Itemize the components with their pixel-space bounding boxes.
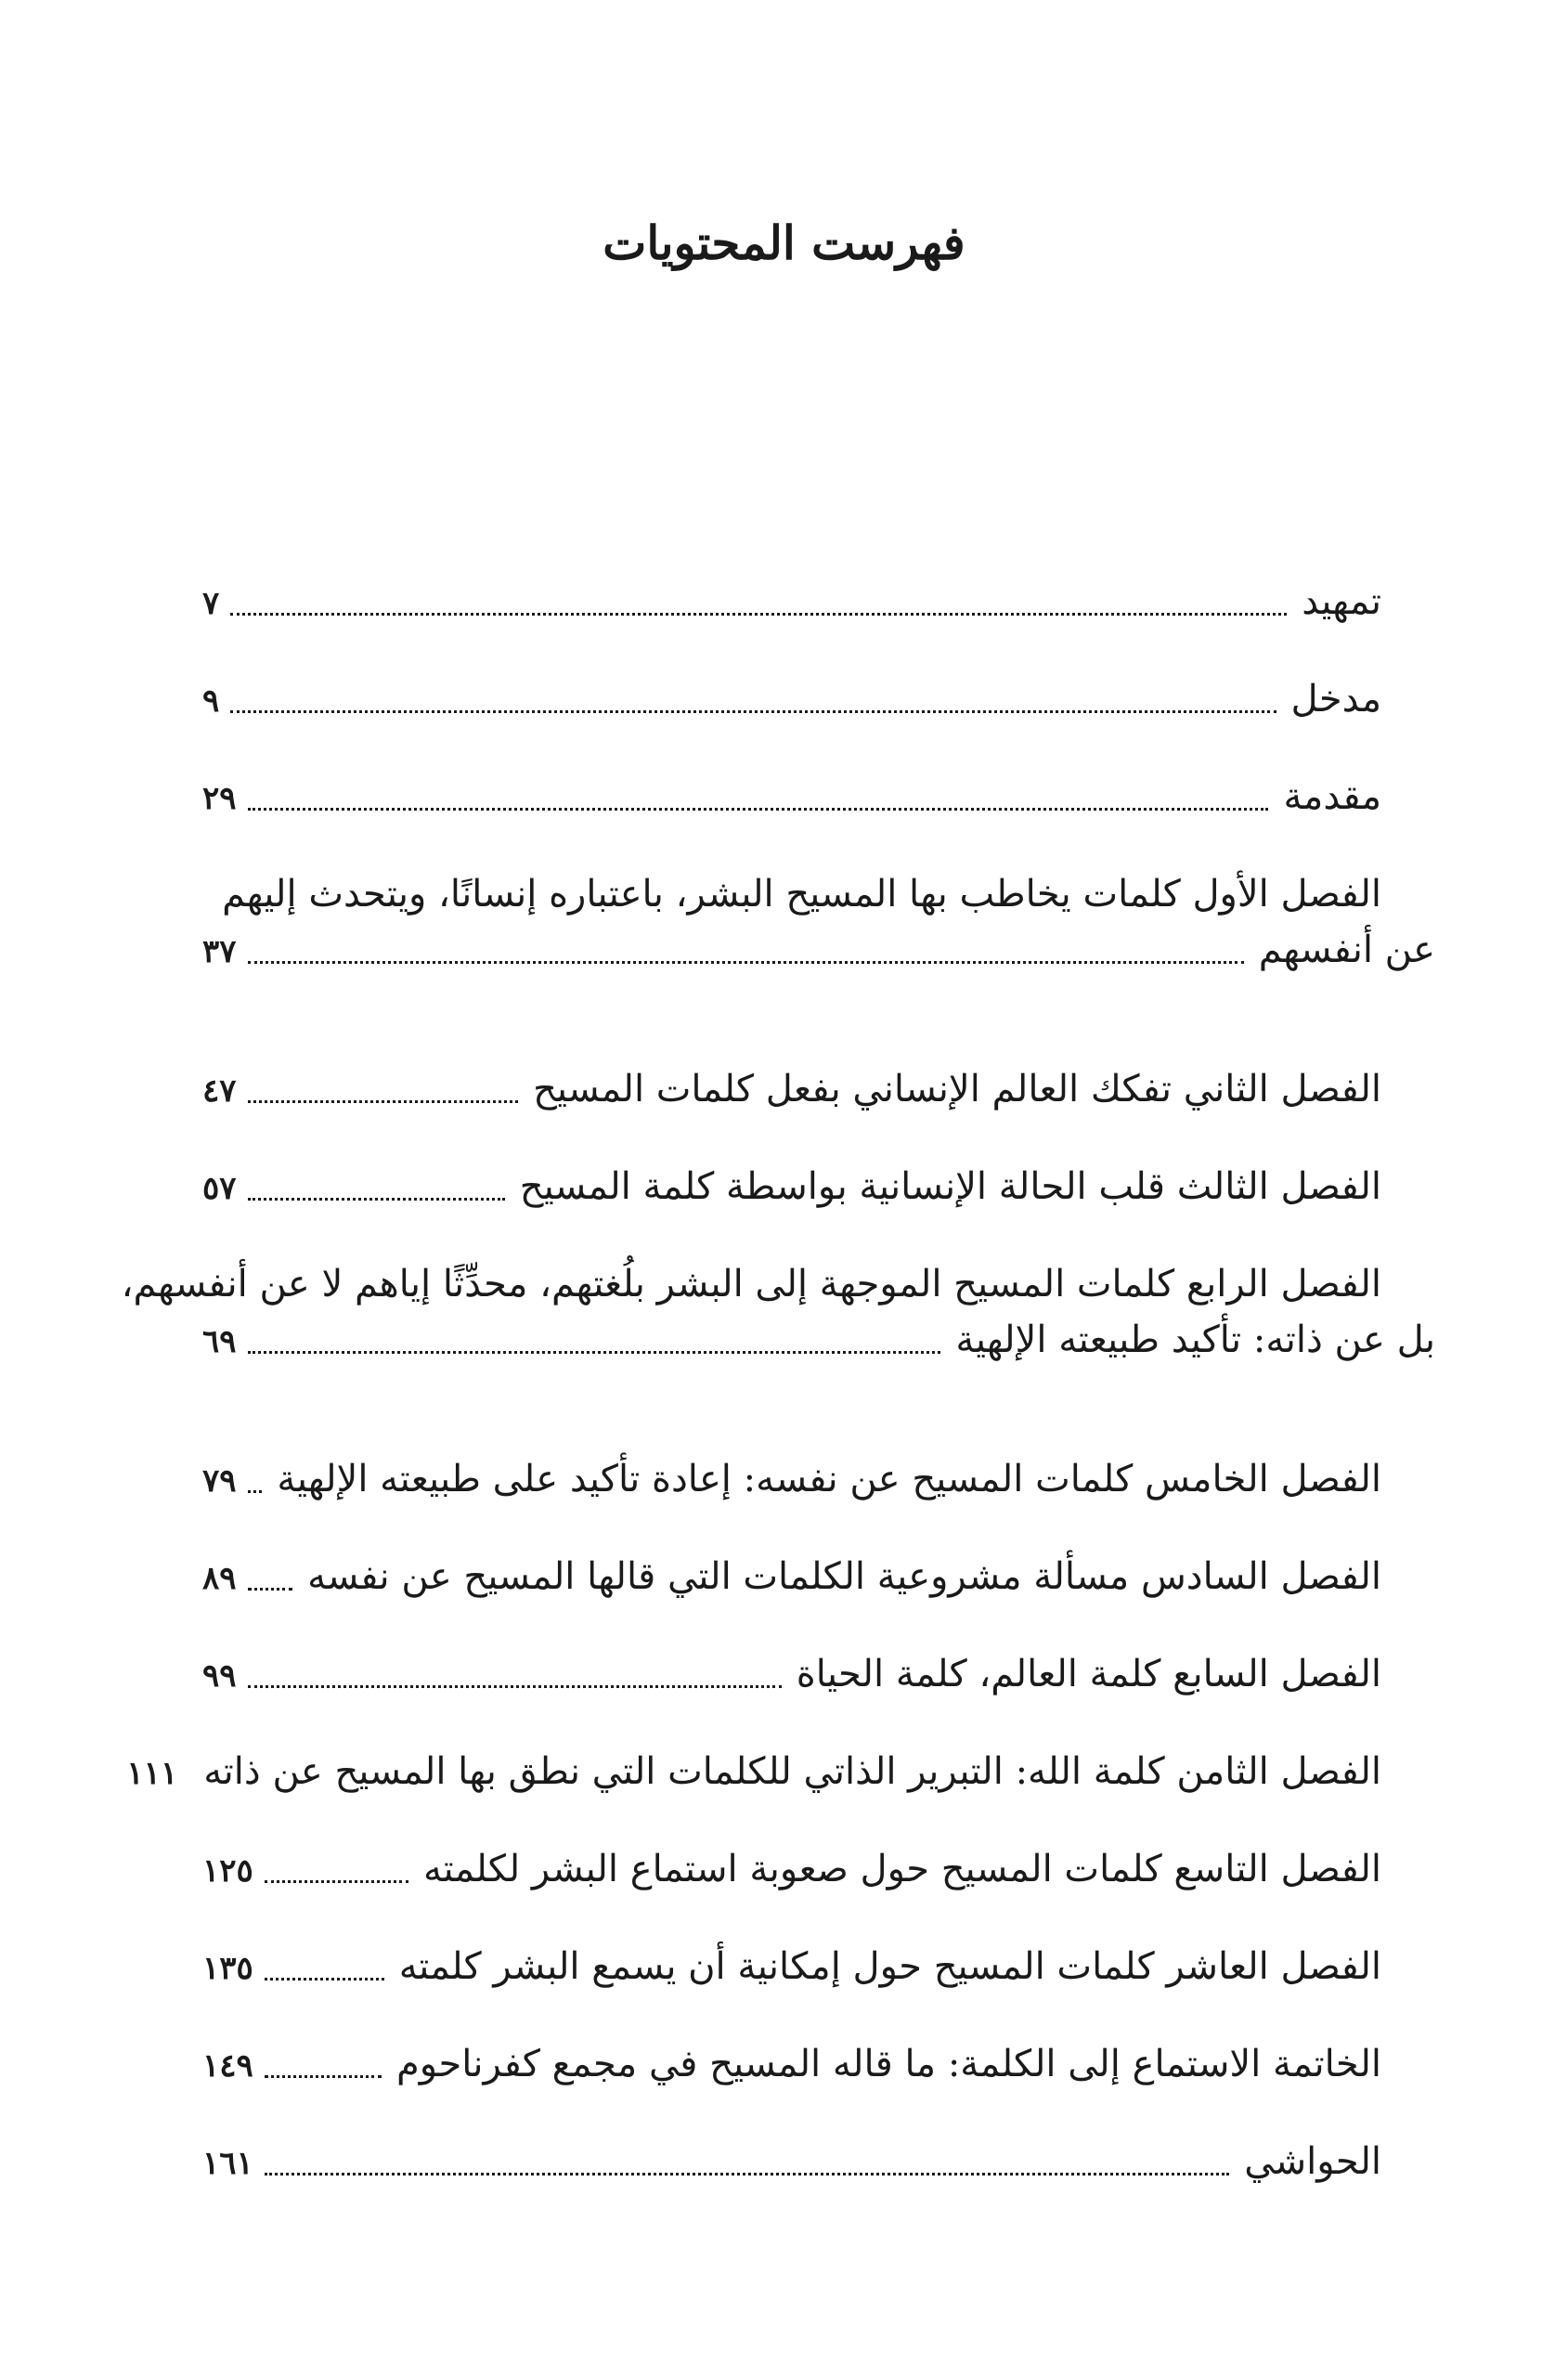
toc-page-number: ٥٧ xyxy=(202,1170,237,1207)
toc-page-number: ٨٩ xyxy=(202,1560,237,1597)
toc-entry-label: عن أنفسهم xyxy=(1258,929,1435,971)
toc-page-number: ٢٩ xyxy=(202,780,237,817)
dot-leader xyxy=(265,2075,382,2078)
toc-page-number: ٤٧ xyxy=(202,1072,237,1110)
toc-page-number: ٧٩ xyxy=(202,1462,237,1500)
toc-page-number: ٣٧ xyxy=(202,933,237,970)
toc-entry xyxy=(202,1549,1381,1646)
toc-page-number: ١٦١ xyxy=(202,2145,253,2182)
toc-entry-label: الفصل الثالث قلب الحالة الإنسانية بواسطة كلمة المسيح xyxy=(519,1165,1381,1208)
dot-leader xyxy=(248,961,1244,964)
toc-entry xyxy=(202,574,1381,671)
toc-entry-label: الفصل العاشر كلمات المسيح حول إمكانية أن يسمع البشر كلمته xyxy=(398,1945,1381,1988)
toc-entry xyxy=(121,1256,1435,1451)
toc-entry-label: الخاتمة الاستماع إلى الكلمة: ما قاله المسيح في مجمع كفرناحوم xyxy=(396,2043,1381,2085)
toc-entry-label-line1: الفصل الأول كلمات يخاطب بها المسيح البشر، باعتباره إنسانًا، ويتحدث إليهم xyxy=(222,873,1381,916)
toc-entry-label: تمهيد xyxy=(1302,580,1381,623)
dot-leader xyxy=(230,710,1276,713)
page-title: فهرست المحتويات xyxy=(603,215,965,270)
toc-entry-label: بل عن ذاته: تأكيد طبيعته الإلهية xyxy=(955,1318,1435,1361)
dot-leader xyxy=(248,1198,505,1201)
toc-entry xyxy=(202,1061,1381,1159)
toc-entry-label: الفصل الخامس كلمات المسيح عن نفسه: إعادة تأكيد على طبيعته الإلهية xyxy=(277,1458,1381,1500)
toc-entry xyxy=(126,1744,1381,1841)
toc-entry-label: الفصل الثاني تفكك العالم الإنساني بفعل كلمات المسيح xyxy=(533,1068,1381,1111)
dot-leader xyxy=(265,1880,408,1883)
dot-leader xyxy=(248,1588,293,1591)
toc-entry-label: الحواشي xyxy=(1244,2140,1381,2183)
toc-entry-label-line1: الفصل الرابع كلمات المسيح الموجهة إلى البشر بلُغتهم، محدِّثًا إياهم لا عن أنفسهم، xyxy=(121,1263,1381,1305)
toc-page-number: ٧ xyxy=(202,585,220,622)
dot-leader xyxy=(248,1351,941,1354)
toc-page-number: ١٣٥ xyxy=(202,1950,253,1987)
toc-page-number: ٩٩ xyxy=(202,1657,237,1695)
toc-entry xyxy=(202,769,1381,866)
dot-leader xyxy=(248,1685,782,1688)
toc-entry xyxy=(202,1646,1381,1744)
dot-leader xyxy=(248,808,1269,811)
dot-leader xyxy=(248,1490,263,1493)
toc-entry-label: الفصل التاسع كلمات المسيح حول صعوبة استماع البشر لكلمته xyxy=(423,1848,1381,1890)
toc-page-number: ٩ xyxy=(202,682,220,720)
dot-leader xyxy=(248,1100,519,1103)
dot-leader xyxy=(265,2173,1229,2176)
toc-page-number: ١٤٩ xyxy=(202,2047,253,2085)
toc-entry-label: مقدمة xyxy=(1283,775,1381,818)
toc-page-number: ١٢٥ xyxy=(202,1852,253,1890)
toc-entry-label: مدخل xyxy=(1290,678,1381,721)
toc-entry xyxy=(202,2134,1381,2231)
toc-page-number: ٦٩ xyxy=(202,1323,237,1360)
toc-entry-label: الفصل الثامن كلمة الله: التبرير الذاتي للكلمات التي نطق بها المسيح عن ذاته xyxy=(203,1750,1381,1793)
table-of-contents xyxy=(121,574,1435,2231)
toc-entry xyxy=(202,1159,1381,1256)
toc-entry xyxy=(202,1939,1381,2036)
toc-entry xyxy=(202,1451,1381,1549)
toc-entry xyxy=(202,671,1381,769)
toc-page-number: ١١١ xyxy=(126,1755,178,1792)
toc-entry xyxy=(202,2036,1381,2134)
toc-entry xyxy=(202,866,1435,1061)
toc-entry-label: الفصل السابع كلمة العالم، كلمة الحياة xyxy=(796,1653,1381,1695)
dot-leader xyxy=(265,1978,384,1981)
dot-leader xyxy=(230,613,1287,616)
toc-entry xyxy=(202,1841,1381,1939)
toc-entry-label: الفصل السادس مسألة مشروعية الكلمات التي قالها المسيح عن نفسه xyxy=(307,1555,1381,1598)
